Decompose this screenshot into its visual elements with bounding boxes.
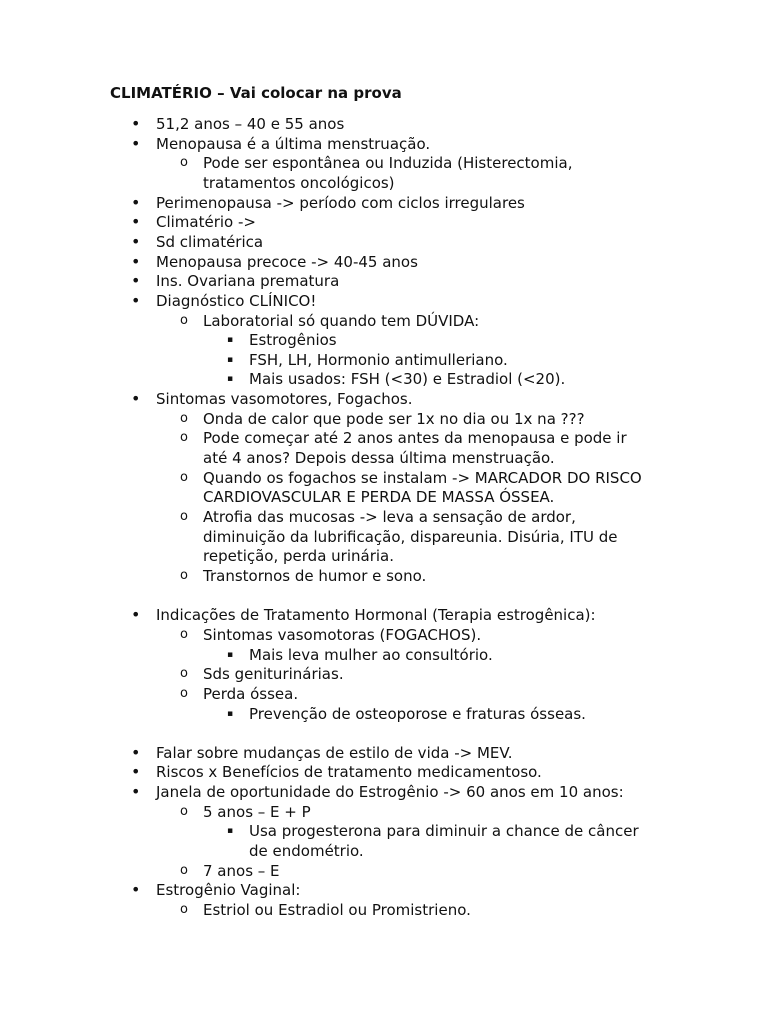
list-item-text: Climatério -> [156,213,256,232]
bullet-circle-icon: o [180,862,188,878]
bullet-circle-icon: o [180,626,188,642]
list-item-text: Falar sobre mudanças de estilo de vida -> MEV. [156,743,513,762]
list-item-text: CARDIOVASCULAR E PERDA DE MASSA ÓSSEA. [203,488,555,507]
list-item-text: Perimenopausa -> período com ciclos irregulares [156,193,525,212]
list-item-text: Sintomas vasomotoras (FOGACHOS). [203,625,482,644]
list-item-text: Menopausa é a última menstruação. [156,134,431,153]
list-item-text: de endométrio. [249,842,364,861]
bullet-disc-icon: • [131,290,141,310]
list-item-text: Mais leva mulher ao consultório. [249,645,493,664]
bullet-circle-icon: o [180,567,188,583]
list-item-text: Mais usados: FSH (<30) e Estradiol (<20). [249,370,566,389]
list-item-text: Sds geniturinárias. [203,665,344,684]
list-item-text: 51,2 anos – 40 e 55 anos [156,115,345,133]
bullet-square-icon: ▪ [227,335,234,346]
list-item-text: Sd climatérica [156,232,264,251]
bullet-disc-icon: • [131,271,141,291]
list-item-text: Estriol ou Estradiol ou Promistrieno. [203,901,471,919]
list-item-text: Indicações de Tratamento Hormonal (Terapia estrogênica): [156,606,596,625]
list-item-text: Diagnóstico CLÍNICO! [156,291,317,310]
bullet-circle-icon: o [180,685,188,701]
bullet-disc-icon: • [131,762,141,782]
list-item-text: Ins. Ovariana prematura [156,272,340,291]
bullet-disc-icon: • [131,231,141,251]
list-item-text: Quando os fogachos se instalam -> MARCADOR DO RISCO [203,468,642,487]
document-title: CLIMATÉRIO – Vai colocar na prova [110,84,402,102]
bullet-disc-icon: • [131,114,141,133]
list-item-text: Perda óssea. [203,684,299,703]
list-item-text: Laboratorial só quando tem DÚVIDA: [203,311,480,330]
bullet-circle-icon: o [180,509,188,524]
list-item-text: FSH, LH, Hormonio antimulleriano. [249,350,508,369]
list-item-text: tratamentos oncológicos) [203,173,395,192]
bullet-disc-icon: • [131,192,141,212]
bullet-circle-icon: o [180,666,188,682]
bullet-circle-icon: o [180,803,188,819]
bullet-disc-icon: • [131,742,141,762]
bullet-square-icon: ▪ [227,826,234,837]
bullet-disc-icon: • [131,251,141,271]
bullet-square-icon: ▪ [227,649,234,660]
list-item-text: Sintomas vasomotores, Fogachos. [156,390,413,409]
list-item-text: Riscos x Benefícios de tratamento medicamentoso. [156,763,542,782]
bullet-square-icon: ▪ [227,708,234,719]
list-item-text: Janela de oportunidade do Estrogênio -> 60 anos em 10 anos: [156,783,624,802]
list-item-text: 7 anos – E [203,861,280,880]
bullet-circle-icon: o [180,902,188,917]
list-item-text: Menopausa precoce -> 40-45 anos [156,252,418,271]
list-item-text: 5 anos – E + P [203,802,311,821]
list-item-text: Onda de calor que pode ser 1x no dia ou 1x na ??? [203,409,585,428]
bullet-disc-icon: • [131,133,141,153]
bullet-circle-icon: o [180,155,188,171]
list-item-text: até 4 anos? Depois dessa última menstruação. [203,449,555,468]
list-item-text: Usa progesterona para diminuir a chance de câncer [249,822,639,841]
bullet-disc-icon: • [131,212,141,232]
list-item-text: Transtornos de humor e sono. [203,566,427,585]
bullet-circle-icon: o [180,469,188,485]
bullet-circle-icon: o [180,410,188,426]
bullet-circle-icon: o [180,312,188,328]
list-item-text: Pode começar até 2 anos antes da menopausa e pode ir [203,429,627,448]
bullet-square-icon: ▪ [227,354,234,365]
list-item-text: Estrogênio Vaginal: [156,881,301,900]
bullet-disc-icon: • [131,880,141,900]
bullet-disc-icon: • [131,389,141,409]
bullet-circle-icon: o [180,430,188,446]
bullet-square-icon: ▪ [227,374,234,385]
list-item-text: Estrogênios [249,331,337,350]
bullet-disc-icon: • [131,782,141,802]
list-item-text: diminuição da lubrificação, dispareunia. Disúria, ITU de [203,527,618,546]
list-item-text: repetição, perda urinária. [203,547,394,566]
bullet-disc-icon: • [131,605,141,625]
list-item-text: Atrofia das mucosas -> leva a sensação de ardor, [203,508,576,526]
list-item-text: Pode ser espontânea ou Induzida (Histerectomia, [203,154,573,173]
list-item-text: Prevenção de osteoporose e fraturas ósseas. [249,704,586,723]
